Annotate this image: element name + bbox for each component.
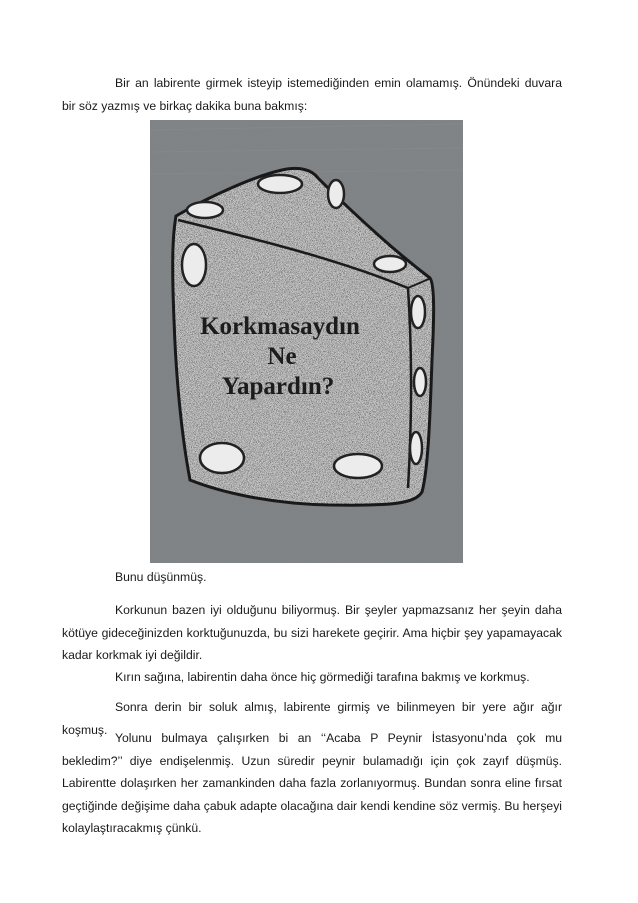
cheese-illustration-photo	[150, 120, 463, 563]
caption-line-1: Korkmasaydın	[200, 313, 360, 340]
cheese-hole	[414, 368, 426, 396]
cheese-hole	[374, 256, 406, 272]
paragraph-look: Kırın sağına, labirentin daha önce hiç görmediği tarafına bakmış ve korkmuş.	[115, 670, 530, 684]
cheese-hole	[182, 244, 206, 286]
cheese-hole	[334, 454, 382, 478]
paragraph-worry: Yolunu bulmaya çalışırken bi an ‘‘Acaba P Peynir İstasyonu’nda çok mu bekledim?’’ diye endişelenmiş. Uzun süredir peynir bulamadığı için çok zayıf düşmüş. Labirentte dolaşırken her zamankinden daha fazla zorlanıyormuş. Bundan sonra eline fırsat geçtiğinde değişime daha çabuk adapte olacağına dair kendi kendine söz vermiş. Bu herşeyi kolaylaştıracakmış çünkü.	[62, 731, 562, 835]
paragraph-fear: Korkunun bazen iyi olduğunu biliyormuş. Bir şeyler yapmazsanız her şeyin daha kötüye gideceğinizden korktuğunuzda, bu sizi harekete geçirir. Ama hiçbir şey yapamayacak kadar korkmak iyi değildir.	[62, 603, 562, 662]
caption-line-2: Ne	[267, 343, 297, 370]
cheese-hole	[258, 175, 302, 193]
caption-line-3: Yapardın?	[221, 373, 335, 400]
paragraph-thought: Bunu düşünmüş.	[115, 570, 207, 584]
cheese-hole	[187, 202, 223, 218]
paragraph-intro: Bir an labirente girmek isteyip istemediğinden emin olamamış. Önündeki duvara bir söz yazmış ve birkaç dakika buna bakmış:	[62, 76, 562, 113]
paragraph-run: Sonra derin bir soluk almış, labirente girmiş ve bilinmeyen bir yere ağır ağır koşmuş.	[62, 700, 562, 737]
cheese-hole	[328, 180, 344, 208]
cheese-hole	[410, 432, 422, 464]
cheese-hole	[411, 296, 425, 328]
cheese-drawing	[150, 120, 463, 563]
cheese-hole	[200, 443, 244, 473]
